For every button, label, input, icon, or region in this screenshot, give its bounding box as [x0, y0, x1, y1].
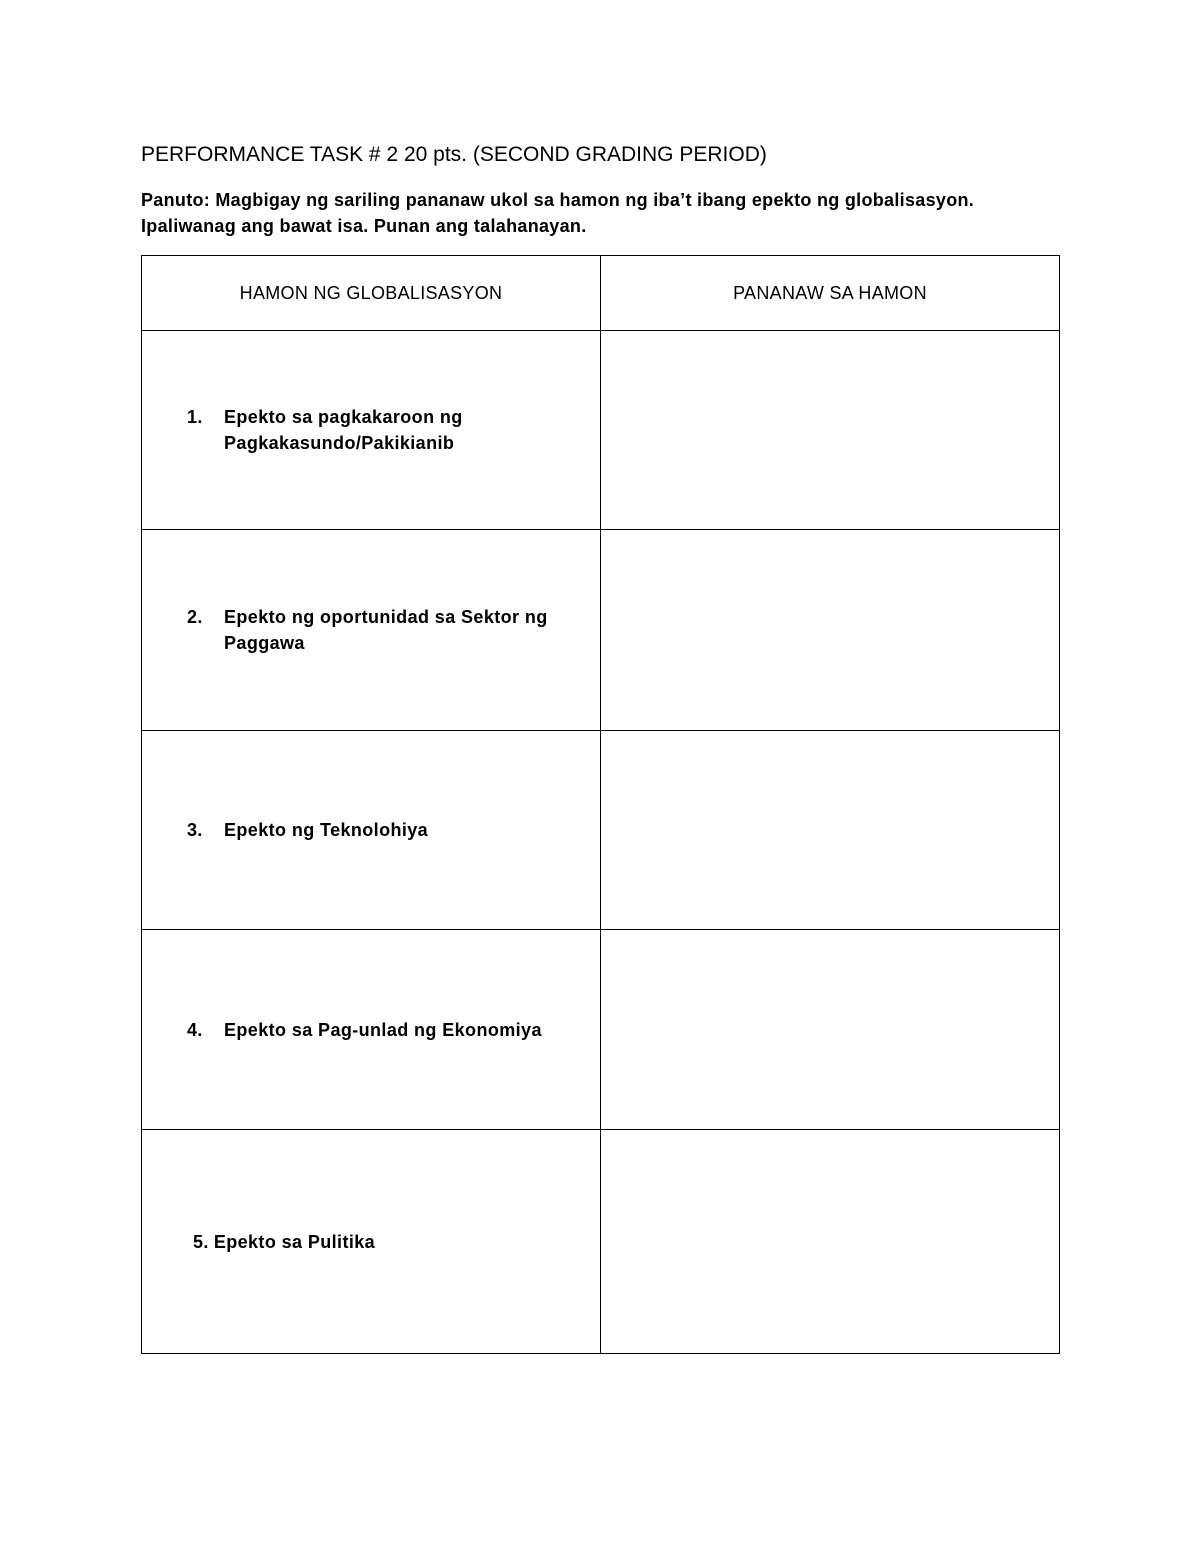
item-number: 2. [187, 607, 203, 627]
column-header-view: PANANAW SA HAMON [601, 256, 1060, 331]
view-answer-cell[interactable] [601, 530, 1060, 731]
table-row [142, 1130, 1060, 1354]
view-answer-cell[interactable] [601, 930, 1060, 1130]
item-number: 3. [187, 820, 203, 840]
challenge-cell [142, 731, 601, 930]
challenge-label: Epekto ng oportunidad sa Sektor ng Paggawa [224, 607, 548, 653]
item-number: 4. [187, 1019, 203, 1040]
item-number: 1. [187, 407, 203, 427]
challenge-cell [142, 530, 601, 731]
view-answer-cell[interactable] [601, 731, 1060, 930]
view-answer-cell[interactable] [601, 331, 1060, 530]
table-row [142, 530, 1060, 731]
instructions-text: Panuto: Magbigay ng sariling pananaw ukol sa hamon ng iba’t ibang epekto ng globalisasyon. Ipaliwanag ang bawat isa. Punan ang talahanayan. [141, 190, 975, 236]
table-row [142, 930, 1060, 1130]
challenge-cell [142, 930, 601, 1130]
challenge-cell [142, 331, 601, 530]
challenge-label: Epekto sa Pag-unlad ng Ekonomiya [224, 1019, 542, 1040]
table-row [142, 731, 1060, 930]
page-title: PERFORMANCE TASK # 2 20 pts. (SECOND GRADING PERIOD) [141, 143, 767, 166]
table-header-row [142, 256, 1060, 331]
challenge-cell [142, 1130, 601, 1354]
item-number: 5. [193, 1231, 209, 1252]
globalization-table [141, 255, 1060, 1354]
table-row [142, 331, 1060, 530]
challenge-label: Epekto sa Pulitika [213, 1231, 376, 1252]
challenge-label: Epekto ng Teknolohiya [224, 820, 429, 840]
challenge-label: Epekto sa pagkakaroon ng Pagkakasundo/Pakikianib [224, 407, 463, 453]
column-header-challenge: HAMON NG GLOBALISASYON [142, 256, 601, 331]
view-answer-cell[interactable] [601, 1130, 1060, 1354]
